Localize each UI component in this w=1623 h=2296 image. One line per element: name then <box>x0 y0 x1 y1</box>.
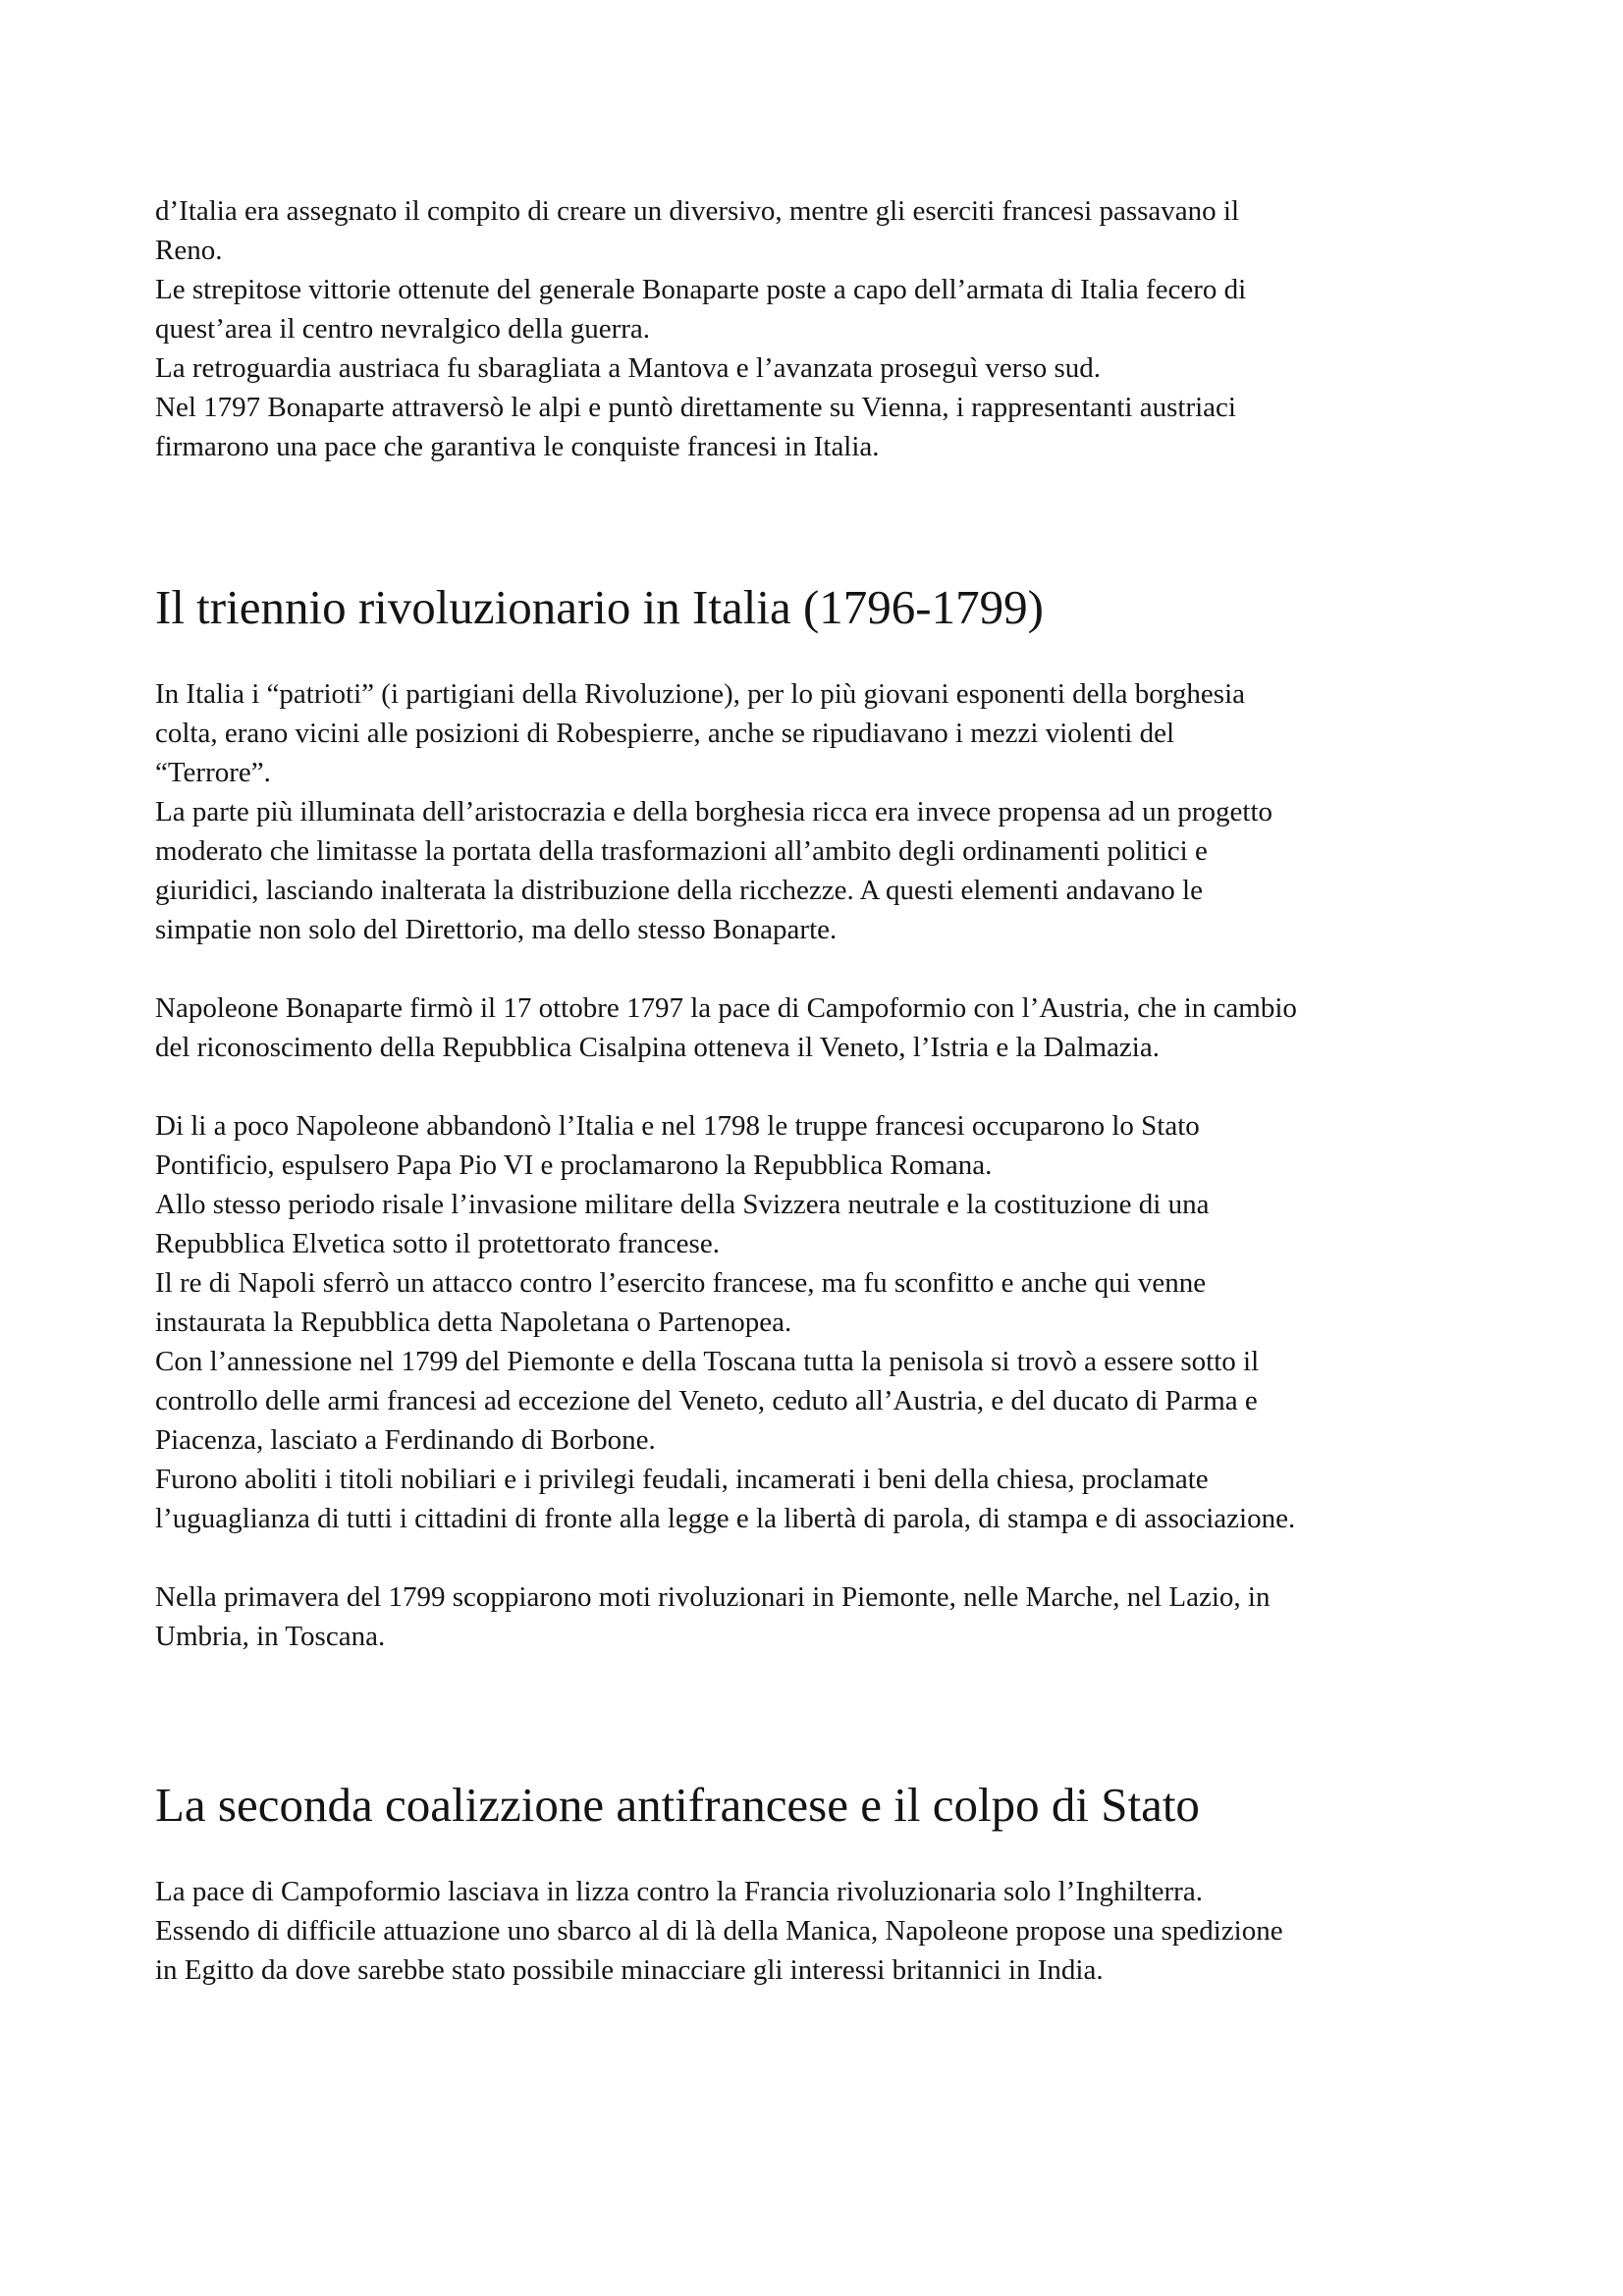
paragraph <box>155 1342 1490 1460</box>
text-line: Essendo di difficile attuazione uno sbarco al di là della Manica, Napoleone propose una spedizione <box>155 1915 1283 1947</box>
document-page <box>155 191 1490 1990</box>
paragraph <box>155 348 1490 388</box>
section1-block4 <box>155 1577 1490 1656</box>
text-line: instaurata la Repubblica detta Napoletana o Partenopea. <box>155 1307 792 1338</box>
section1-block3 <box>155 1106 1490 1538</box>
text-line: La retroguardia austriaca fu sbaragliata a Mantova e l’avanzata proseguì verso sud. <box>155 352 1102 384</box>
paragraph <box>155 1106 1490 1185</box>
text-line: Umbria, in Toscana. <box>155 1621 386 1652</box>
text-line: controllo delle armi francesi ad eccezione del Veneto, ceduto all’Austria, e del ducato di Parma e <box>155 1385 1258 1416</box>
text-line: quest’area il centro nevralgico della guerra. <box>155 313 651 345</box>
section1-block1 <box>155 674 1490 949</box>
text-line: colta, erano vicini alle posizioni di Robespierre, anche se ripudiavano i mezzi violenti del <box>155 718 1175 749</box>
text-line: simpatie non solo del Direttorio, ma dello stesso Bonaparte. <box>155 914 838 945</box>
text-line: Le strepitose vittorie ottenute del generale Bonaparte poste a capo dell’armata di Italia fecero di <box>155 274 1247 305</box>
text-line: in Egitto da dove sarebbe stato possibile minacciare gli interessi britannici in India. <box>155 1954 1104 1986</box>
text-line: Napoleone Bonaparte firmò il 17 ottobre 1797 la pace di Campoformio con l’Austria, che in cambio <box>155 992 1297 1024</box>
text-line: Il re di Napoli sferrò un attacco contro l’esercito francese, ma fu sconfitto e anche qui venne <box>155 1267 1207 1299</box>
paragraph <box>155 1263 1490 1342</box>
text-line: Nella primavera del 1799 scoppiarono moti rivoluzionari in Piemonte, nelle Marche, nel Lazio, in <box>155 1581 1271 1613</box>
text-line: Pontificio, espulsero Papa Pio VI e proclamarono la Repubblica Romana. <box>155 1149 993 1181</box>
paragraph <box>155 792 1490 949</box>
paragraph <box>155 988 1490 1067</box>
section-heading-seconda-coalizione: La seconda coalizzione antifrancese e il colpo di Stato <box>155 1778 1200 1832</box>
text-line: firmarono una pace che garantiva le conquiste francesi in Italia. <box>155 431 880 462</box>
paragraph <box>155 1460 1490 1538</box>
text-line: La pace di Campoformio lasciava in lizza contro la Francia rivoluzionaria solo l’Inghilterra. <box>155 1876 1203 1907</box>
paragraph <box>155 1872 1490 1911</box>
text-line: “Terrore”. <box>155 757 271 788</box>
text-line: Furono aboliti i titoli nobiliari e i privilegi feudali, incamerati i beni della chiesa, proclamate <box>155 1464 1209 1495</box>
text-line: giuridici, lasciando inalterata la distribuzione della ricchezze. A questi elementi andavano le <box>155 875 1203 906</box>
text-line: Piacenza, lasciato a Ferdinando di Borbone. <box>155 1424 656 1456</box>
text-line: Nel 1797 Bonaparte attraversò le alpi e puntò direttamente su Vienna, i rappresentanti austriaci <box>155 392 1236 423</box>
text-line: Di li a poco Napoleone abbandonò l’Italia e nel 1798 le truppe francesi occuparono lo Stato <box>155 1110 1200 1142</box>
paragraph <box>155 674 1490 792</box>
text-line: Con l’annessione nel 1799 del Piemonte e della Toscana tutta la penisola si trovò a essere sotto il <box>155 1346 1260 1377</box>
section1-block2 <box>155 988 1490 1067</box>
paragraph <box>155 1577 1490 1656</box>
paragraph <box>155 270 1490 348</box>
paragraph <box>155 388 1490 466</box>
paragraph <box>155 1185 1490 1263</box>
intro-block <box>155 191 1490 466</box>
section-heading-triennio: Il triennio rivoluzionario in Italia (1796-1799) <box>155 580 1044 634</box>
text-line: moderato che limitasse la portata della trasformazioni all’ambito degli ordinamenti politici e <box>155 835 1208 867</box>
text-line: La parte più illuminata dell’aristocrazia e della borghesia ricca era invece propensa ad un progetto <box>155 796 1273 828</box>
text-line: l’uguaglianza di tutti i cittadini di fronte alla legge e la libertà di parola, di stampa e di associazione. <box>155 1503 1296 1534</box>
paragraph <box>155 191 1490 270</box>
text-line: del riconoscimento della Repubblica Cisalpina otteneva il Veneto, l’Istria e la Dalmazia. <box>155 1032 1160 1063</box>
text-line: Repubblica Elvetica sotto il protettorato francese. <box>155 1228 720 1259</box>
section2-block1 <box>155 1872 1490 1990</box>
paragraph <box>155 1911 1490 1990</box>
text-line: d’Italia era assegnato il compito di creare un diversivo, mentre gli eserciti francesi passavano il <box>155 195 1239 227</box>
text-line: Reno. <box>155 235 223 266</box>
text-line: Allo stesso periodo risale l’invasione militare della Svizzera neutrale e la costituzione di una <box>155 1189 1210 1220</box>
text-line: In Italia i “patrioti” (i partigiani della Rivoluzione), per lo più giovani esponenti della borghesia <box>155 678 1246 710</box>
